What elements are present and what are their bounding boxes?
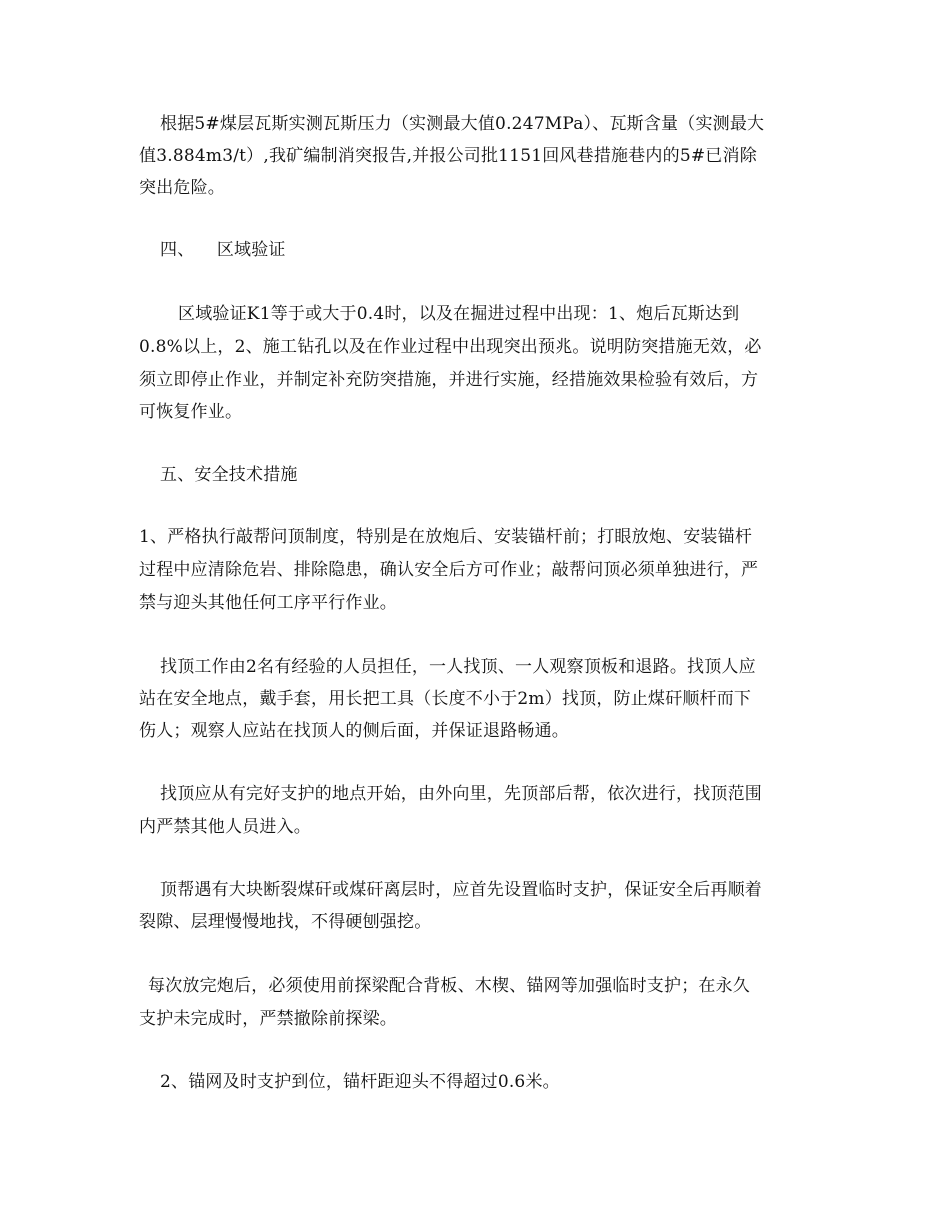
paragraph-roof-order-line1: 找顶应从有完好支护的地点开始，由外向里，先顶部后帮，依次进行，找顶范围 (160, 784, 762, 804)
paragraph-roof-check-line3: 伤人；观察人应站在找顶人的侧后面，并保证退路畅通。 (139, 721, 569, 741)
paragraph-measure-1-line2: 过程中应清除危岩、排除隐患，确认安全后方可作业；敲帮问顶必须单独进行，严 (139, 560, 759, 580)
paragraph-gas-pressure-line1: 根据5#煤层瓦斯实测瓦斯压力（实测最大值0.247MPa）、瓦斯含量（实测最大 (160, 114, 765, 134)
paragraph-gas-pressure-line2: 值3.884m3/t）,我矿编制消突报告,并报公司批1151回风巷措施巷内的5#已消除 (139, 146, 757, 166)
paragraph-fracture-line1: 顶帮遇有大块断裂煤矸或煤矸离层时，应首先设置临时支护，保证安全后再顺着 (160, 880, 762, 900)
paragraph-temporary-support-line2: 支护未完成时，严禁撤除前探梁。 (139, 1009, 397, 1029)
paragraph-measure-1-line1: 1、严格执行敲帮问顶制度，特别是在放炮后、安装锚杆前；打眼放炮、安装锚杆 (139, 527, 753, 547)
paragraph-measure-2: 2、锚网及时支护到位，锚杆距迎头不得超过0.6米。 (160, 1072, 560, 1092)
paragraph-measure-1-line3: 禁与迎头其他任何工序平行作业。 (139, 593, 397, 613)
paragraph-roof-check-line1: 找顶工作由2名有经验的人员担任，一人找顶、一人观察顶板和退路。找顶人应 (160, 657, 756, 677)
section-heading-regional-verification: 四、 区域验证 (160, 240, 286, 260)
paragraph-temporary-support-line1: 每次放完炮后，必须使用前探梁配合背板、木楔、锚网等加强临时支护；在永久 (148, 976, 750, 996)
section-heading-safety-measures: 五、安全技术措施 (160, 465, 298, 485)
paragraph-verification-line1: 区域验证K1等于或大于0.4时，以及在掘进过程中出现：1、炮后瓦斯达到 (178, 304, 740, 324)
paragraph-verification-line2: 0.8%以上，2、施工钻孔以及在作业过程中出现突出预兆。说明防突措施无效，必 (139, 337, 762, 357)
paragraph-fracture-line2: 裂隙、层理慢慢地找，不得硬刨强挖。 (139, 912, 432, 932)
paragraph-verification-line4: 可恢复作业。 (139, 402, 243, 422)
paragraph-roof-check-line2: 站在安全地点，戴手套，用长把工具（长度不小于2m）找顶，防止煤矸顺杆而下 (139, 689, 752, 709)
paragraph-gas-pressure-line3: 突出危险。 (139, 178, 225, 198)
paragraph-roof-order-line2: 内严禁其他人员进入。 (139, 817, 311, 837)
paragraph-verification-line3: 须立即停止作业，并制定补充防突措施，并进行实施，经措施效果检验有效后，方 (139, 370, 759, 390)
